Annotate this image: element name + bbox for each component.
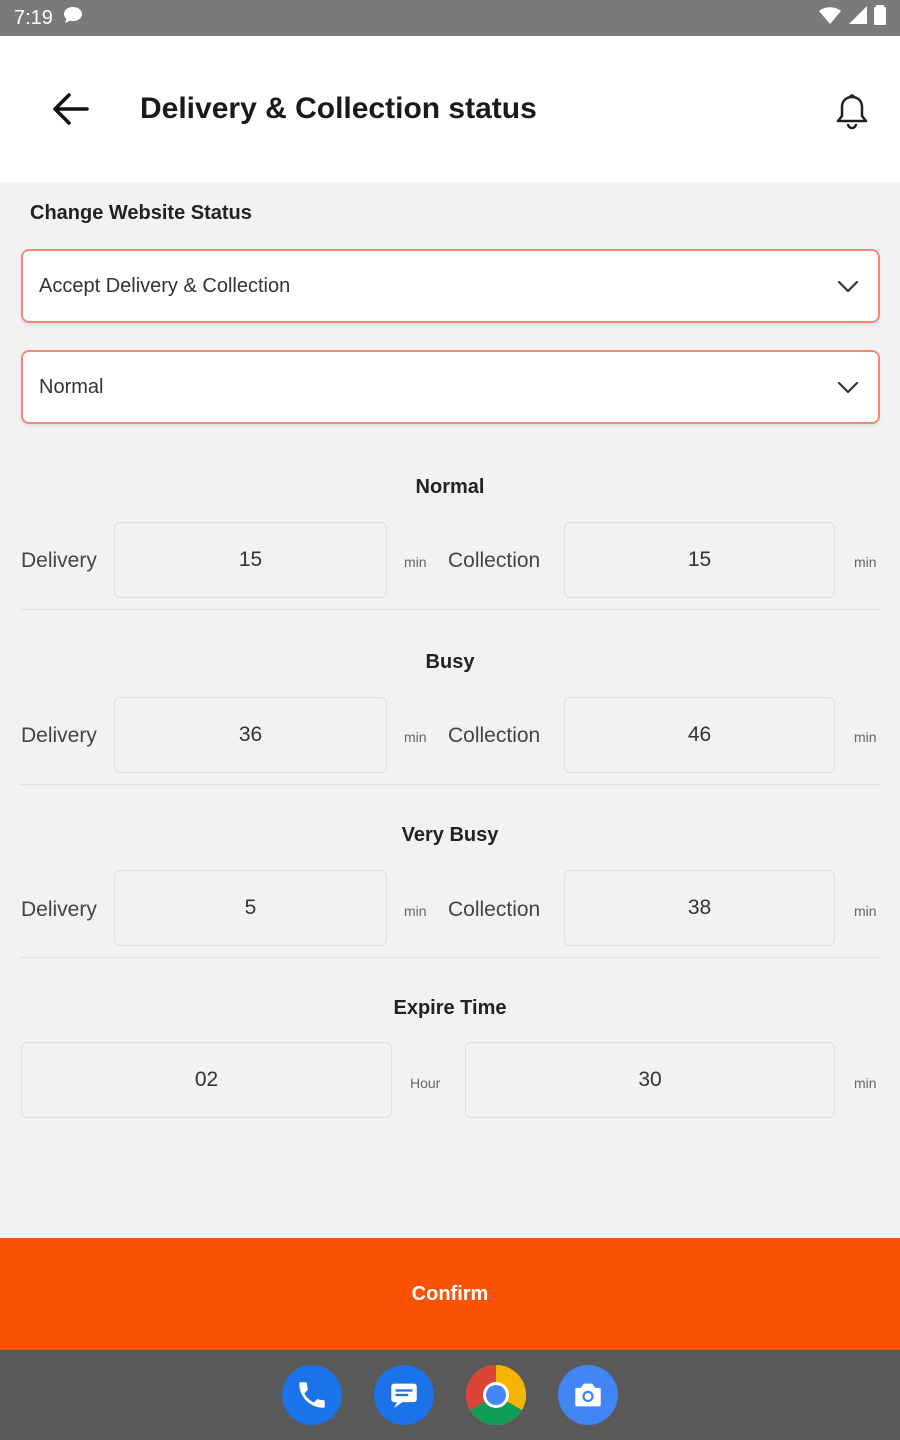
messages-icon[interactable] — [374, 1365, 434, 1425]
confirm-button[interactable]: Confirm — [0, 1238, 900, 1350]
minute-unit: min — [854, 1075, 877, 1091]
page-title: Delivery & Collection status — [140, 92, 537, 125]
delivery-label: Delivery — [21, 549, 97, 572]
collection-label: Collection — [448, 724, 541, 747]
phone-icon[interactable] — [282, 1365, 342, 1425]
delivery-unit: min — [404, 903, 427, 919]
delivery-label: Delivery — [21, 898, 97, 921]
expire-minute-input[interactable]: 30 — [465, 1042, 835, 1118]
chrome-icon[interactable] — [466, 1365, 526, 1425]
collection-label: Collection — [448, 549, 541, 572]
divider — [20, 609, 880, 610]
group-title-normal: Normal — [415, 476, 485, 498]
signal-icon — [848, 5, 868, 31]
app-header — [0, 36, 900, 182]
normal-collection-input[interactable]: 15 — [564, 522, 835, 598]
battery-icon — [874, 5, 886, 31]
collection-unit: min — [854, 554, 877, 570]
status-mode-value: Accept Delivery & Collection — [39, 274, 291, 297]
collection-unit: min — [854, 729, 877, 745]
divider — [20, 957, 880, 958]
hour-unit: Hour — [410, 1075, 441, 1091]
chevron-down-icon — [836, 278, 860, 294]
camera-icon[interactable] — [558, 1365, 618, 1425]
group-title-very-busy: Very Busy — [401, 824, 499, 846]
busy-level-select[interactable] — [21, 350, 880, 424]
chat-notification-icon — [63, 6, 83, 30]
status-time: 7:19 — [14, 6, 53, 29]
delivery-unit: min — [404, 729, 427, 745]
app-dock — [0, 1350, 900, 1440]
chevron-down-icon — [836, 379, 860, 395]
very-busy-collection-input[interactable]: 38 — [564, 870, 835, 946]
expire-time-title: Expire Time — [393, 997, 507, 1019]
very-busy-delivery-input[interactable]: 5 — [114, 870, 387, 946]
collection-label: Collection — [448, 898, 541, 921]
collection-unit: min — [854, 903, 877, 919]
expire-hour-input[interactable]: 02 — [21, 1042, 392, 1118]
status-bar — [0, 0, 900, 36]
busy-collection-input[interactable]: 46 — [564, 697, 835, 773]
delivery-unit: min — [404, 554, 427, 570]
wifi-icon — [818, 5, 842, 31]
group-title-busy: Busy — [425, 651, 475, 673]
bell-icon — [833, 94, 871, 130]
normal-delivery-input[interactable]: 15 — [114, 522, 387, 598]
busy-delivery-input[interactable]: 36 — [114, 697, 387, 773]
busy-level-value: Normal — [39, 375, 104, 398]
status-mode-select[interactable] — [21, 249, 880, 323]
back-button[interactable] — [44, 86, 96, 132]
change-website-status-label: Change Website Status — [30, 202, 252, 224]
delivery-label: Delivery — [21, 724, 97, 747]
arrow-left-icon — [51, 92, 89, 126]
notifications-button[interactable] — [828, 88, 876, 136]
divider — [20, 784, 880, 785]
